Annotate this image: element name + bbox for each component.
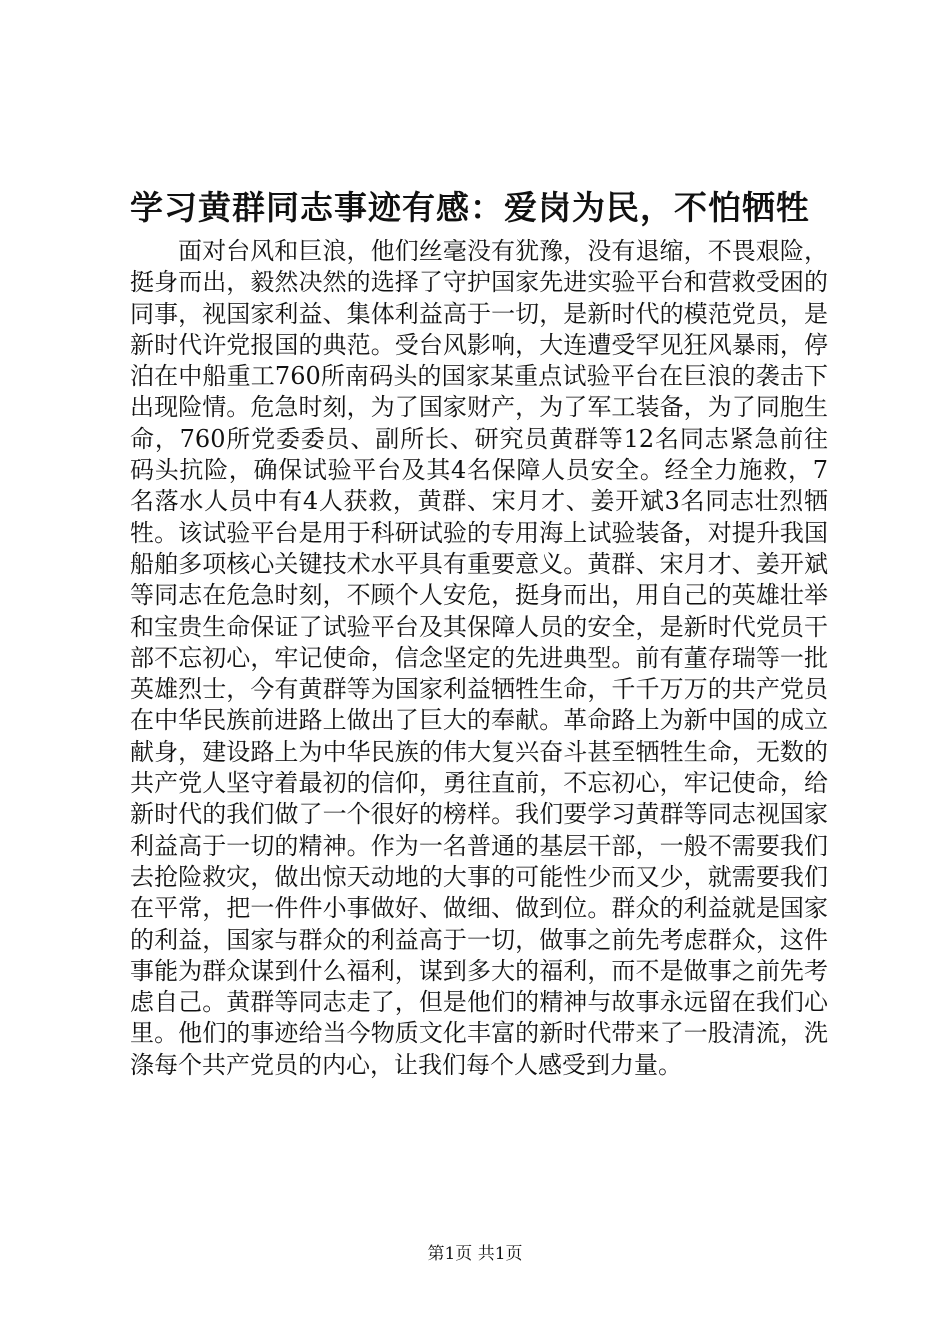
page-number-footer: 第1页 共1页 [427,1244,523,1264]
document-title: 学习黄群同志事迹有感：爱岗为民，不怕牺牲 [130,188,810,227]
body-paragraph: 面对台风和巨浪，他们丝毫没有犹豫，没有退缩，不畏艰险，挺身而出，毅然决然的选择了守护国家先进实验平台和营救受困的同事，视国家利益、集体利益高于一切，是新时代的模范党员，是新时代许党报国的典范。受台风影响，大连遭受罕见狂风暴雨，停泊在中船重工760所南码头的国家某重点试验平台在巨浪的袭击下出现险情。危急时刻，为了国家财产，为了军工装备，为了同胞生命，760所党委委员、副所长、研究员黄群等12名同志紧急前往码头抗险，确保试验平台及其4名保障人员安全。经全力施救，7名落水人员中有4人获救，黄群、宋月才、姜开斌3名同志壮烈牺牲。该试验平台是用于科研试验的专用海上试验装备，对提升我国船舶多项核心关键技术水平具有重要意义。黄群、宋月才、姜开斌等同志在危急时刻，不顾个人安危，挺身而出，用自己的英雄壮举和宝贵生命保证了试验平台及其保障人员的安全，是新时代党员干部不忘初心，牢记使命，信念坚定的先进典型。前有董存瑞等一批英雄烈士，今有黄群等为国家利益牺牲生命，千千万万的共产党员在中华民族前进路上做出了巨大的奉献。革命路上为新中国的成立献身，建设路上为中华民族的伟大复兴奋斗甚至牺牲生命，无数的共产党人坚守着最初的信仰，勇往直前，不忘初心，牢记使命，给新时代的我们做了一个很好的榜样。我们要学习黄群等同志视国家利益高于一切的精神。作为一名普通的基层干部，一般不需要我们去抢险救灾，做出惊天动地的大事的可能性少而又少，就需要我们在平常，把一件件小事做好、做细、做到位。群众的利益就是国家的利益，国家与群众的利益高于一切，做事之前先考虑群众，这件事能为群众谋到什么福利，谋到多大的福利，而不是做事之前先考虑自己。黄群等同志走了，但是他们的精神与故事永远留在我们心里。他们的事迹给当今物质文化丰富的新时代带来了一股清流，洗涤每个共产党员的内心，让我们每个人感受到力量。 [130,237,828,1079]
